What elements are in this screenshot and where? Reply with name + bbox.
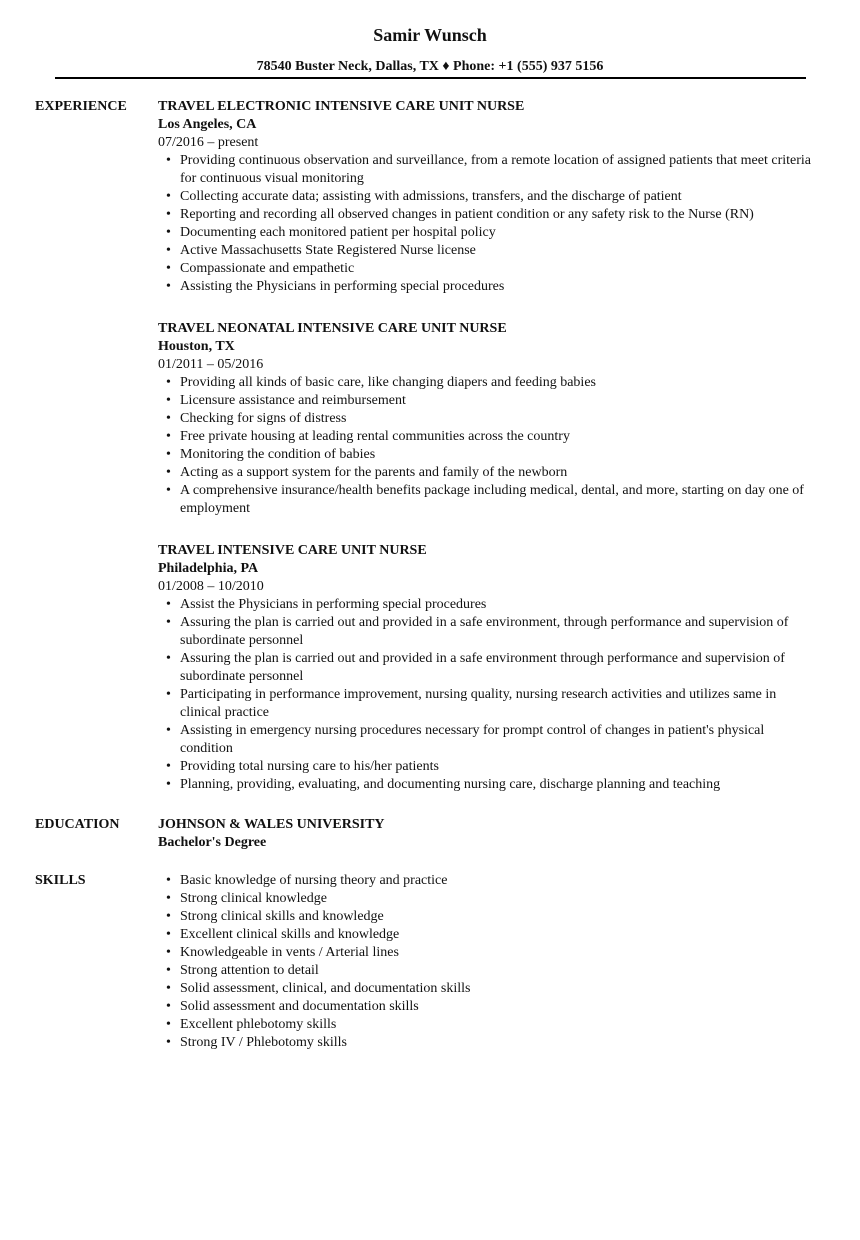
skills-list xyxy=(158,872,812,1052)
job-bullets xyxy=(158,152,812,296)
job-dates: 07/2016 – present xyxy=(158,135,259,150)
education-school: JOHNSON & WALES UNIVERSITY xyxy=(158,817,385,832)
skill-item: • Strong attention to detail xyxy=(180,962,812,980)
list-item: • Providing total nursing care to his/her patients xyxy=(180,758,812,776)
list-item: • A comprehensive insurance/health benefits package including medical, dental, and more, starting on day one of employment xyxy=(180,482,812,518)
skill-item: • Basic knowledge of nursing theory and practice xyxy=(180,872,812,890)
skill-item: • Excellent phlebotomy skills xyxy=(180,1016,812,1034)
header-divider xyxy=(55,77,806,79)
list-item: • Providing continuous observation and surveillance, from a remote location of assigned patients that meet criteria for continuous visual monitoring xyxy=(180,152,812,188)
list-item: • Reporting and recording all observed changes in patient condition or any safety risk to the Nurse (RN) xyxy=(180,206,812,224)
job-title: TRAVEL ELECTRONIC INTENSIVE CARE UNIT NURSE xyxy=(158,99,525,114)
list-item: • Planning, providing, evaluating, and documenting nursing care, discharge planning and teaching xyxy=(180,776,812,794)
list-item: • Collecting accurate data; assisting with admissions, transfers, and the discharge of patient xyxy=(180,188,812,206)
list-item: • Providing all kinds of basic care, like changing diapers and feeding babies xyxy=(180,374,812,392)
skill-item: • Solid assessment and documentation skills xyxy=(180,998,812,1016)
job-entry xyxy=(158,320,825,518)
job-bullets xyxy=(158,374,812,518)
list-item: • Compassionate and empathetic xyxy=(180,260,812,278)
education-degree: Bachelor's Degree xyxy=(158,835,267,850)
skill-item: • Solid assessment, clinical, and documentation skills xyxy=(180,980,812,998)
list-item: • Assuring the plan is carried out and provided in a safe environment through performance and supervision of subordinate personnel xyxy=(180,650,812,686)
list-item: • Checking for signs of distress xyxy=(180,410,812,428)
job-bullets xyxy=(158,596,812,794)
list-item: • Active Massachusetts State Registered Nurse license xyxy=(180,242,812,260)
job-title: TRAVEL NEONATAL INTENSIVE CARE UNIT NURSE xyxy=(158,321,507,336)
skill-item: • Knowledgeable in vents / Arterial lines xyxy=(180,944,812,962)
section-label-experience: EXPERIENCE xyxy=(35,99,127,114)
skill-item: • Strong IV / Phlebotomy skills xyxy=(180,1034,812,1052)
experience-list xyxy=(158,98,825,794)
job-entry xyxy=(158,98,825,296)
list-item: • Participating in performance improvement, nursing quality, nursing research activities and utilizes same in clinical practice xyxy=(180,686,812,722)
job-location: Los Angeles, CA xyxy=(158,117,257,132)
list-item: • Free private housing at leading rental communities across the country xyxy=(180,428,812,446)
list-item: • Monitoring the condition of babies xyxy=(180,446,812,464)
skills-section xyxy=(35,872,825,1052)
job-title: TRAVEL INTENSIVE CARE UNIT NURSE xyxy=(158,543,427,558)
contact-info: 78540 Buster Neck, Dallas, TX ♦ Phone: +1 (555) 937 5156 xyxy=(256,59,604,74)
list-item: • Assisting in emergency nursing procedures necessary for prompt control of changes in patient's physical condition xyxy=(180,722,812,758)
list-item: • Licensure assistance and reimbursement xyxy=(180,392,812,410)
job-location: Philadelphia, PA xyxy=(158,561,259,576)
list-item: • Assist the Physicians in performing special procedures xyxy=(180,596,812,614)
section-label-skills: SKILLS xyxy=(35,873,86,888)
job-dates: 01/2011 – 05/2016 xyxy=(158,357,264,372)
section-label-education: EDUCATION xyxy=(35,817,120,832)
list-item: • Assisting the Physicians in performing special procedures xyxy=(180,278,812,296)
list-item: • Documenting each monitored patient per hospital policy xyxy=(180,224,812,242)
skill-item: • Strong clinical skills and knowledge xyxy=(180,908,812,926)
candidate-name: Samir Wunsch xyxy=(373,25,487,45)
experience-section xyxy=(35,98,825,818)
skill-item: • Excellent clinical skills and knowledge xyxy=(180,926,812,944)
job-location: Houston, TX xyxy=(158,339,235,354)
job-entry xyxy=(158,542,825,794)
job-dates: 01/2008 – 10/2010 xyxy=(158,579,264,594)
list-item: • Acting as a support system for the parents and family of the newborn xyxy=(180,464,812,482)
education-section xyxy=(35,816,825,852)
skill-item: • Strong clinical knowledge xyxy=(180,890,812,908)
list-item: • Assuring the plan is carried out and provided in a safe environment, through performance and supervision of subordinate personnel xyxy=(180,614,812,650)
